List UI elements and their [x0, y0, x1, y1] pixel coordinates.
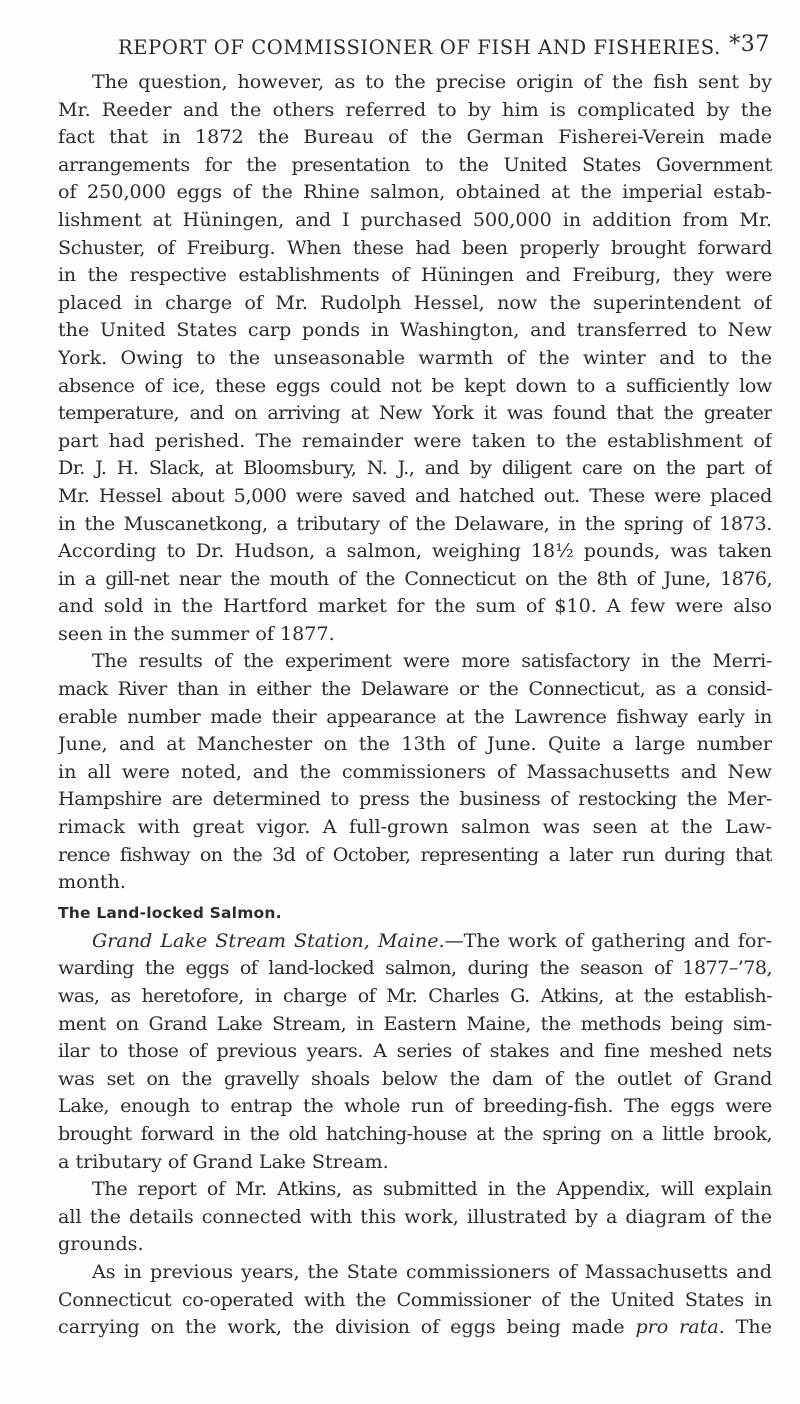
text-line: Hampshire are determined to press the business of restocking the Mer- [58, 787, 772, 811]
paragraph-rhine-salmon-origin [58, 68, 772, 647]
text-line: all the details connected with this work, illustrated by a diagram of the [58, 1204, 772, 1228]
text-line: was set on the gravelly shoals below the dam of the outlet of Grand [58, 1066, 772, 1090]
running-head [118, 32, 778, 59]
text-line: York. Owing to the unseasonable warmth of the winter and to the [58, 345, 772, 369]
text-line: Schuster, of Freiburg. When these had been properly brought forward [58, 235, 772, 259]
text-line: lishment at Hüningen, and I purchased 500,000 in addition from Mr. [58, 207, 772, 231]
text-line: in a gill-net near the mouth of the Connecticut on the 8th of June, 1876, [58, 566, 772, 590]
text-line: month. [58, 870, 126, 894]
text-line: of 250,000 eggs of the Rhine salmon, obtained at the imperial estab- [58, 180, 772, 204]
text-line: Connecticut co-operated with the Commissioner of the United States in [58, 1287, 772, 1311]
text-line: rence fishway on the 3d of October, representing a later run during that [58, 842, 772, 866]
text-line: placed in charge of Mr. Rudolph Hessel, now the superintendent of [58, 290, 772, 314]
text-line [58, 927, 772, 955]
text-line: grounds. [58, 1232, 144, 1256]
section-heading: The Land-locked Salmon. [58, 903, 282, 922]
paragraph-grand-lake-stream [58, 927, 772, 1175]
italic-phrase: pro rata. [635, 1315, 725, 1339]
text-line: June, and at Manchester on the 13th of June. Quite a large number [58, 732, 772, 756]
text-line: seen in the summer of 1877. [58, 621, 335, 645]
text-line: brought forward in the old hatching-house at the spring on a little brook, [58, 1121, 772, 1145]
text-fragment: —The work of gathering and for- [444, 928, 772, 952]
text-line: a tributary of Grand Lake Stream. [58, 1149, 389, 1173]
text-line: According to Dr. Hudson, a salmon, weighing 18½ pounds, was taken [58, 539, 772, 563]
text-line: Mr. Reeder and the others referred to by him is complicated by the [58, 97, 772, 121]
text-line: As in previous years, the State commissioners of Massachusetts and [92, 1259, 772, 1283]
paragraph-state-commissioners [58, 1258, 772, 1341]
text-line: erable number made their appearance at the Lawrence fishway early in [58, 704, 772, 728]
text-line: warding the eggs of land-locked salmon, during the season of 1877–’78, [58, 956, 772, 980]
text-line: The report of Mr. Atkins, as submitted in the Appendix, will explain [92, 1177, 772, 1201]
text-line: in all were noted, and the commissioners of Massachusetts and New [58, 759, 772, 783]
text-line: absence of ice, these eggs could not be kept down to a sufficiently low [58, 373, 772, 397]
text-line: mack River than in either the Delaware or the Connecticut, as a consid- [58, 677, 772, 701]
text-line: rimack with great vigor. A full-grown salmon was seen at the Law- [58, 815, 772, 839]
page-number: *37 [729, 32, 770, 57]
station-name: Grand Lake Stream Station, Maine. [92, 928, 445, 952]
text-line: The results of the experiment were more satisfactory in the Merri- [92, 649, 772, 673]
text-line: The question, however, as to the precise origin of the fish sent by [92, 70, 772, 93]
text-line: Dr. J. H. Slack, at Bloomsbury, N. J., and by diligent care on the part of [58, 456, 772, 480]
text-fragment: The [735, 1315, 772, 1339]
text-line: ilar to those of previous years. A series of stakes and fine meshed nets [58, 1039, 772, 1063]
paragraph-merrimack-results [58, 647, 772, 895]
text-line: and sold in the Hartford market for the sum of $10. A few were also [58, 594, 772, 618]
running-head-title: REPORT OF COMMISSIONER OF FISH AND FISHERIES. [118, 36, 721, 59]
text-line: was, as heretofore, in charge of Mr. Charles G. Atkins, at the establish- [58, 984, 772, 1007]
text-line: in the Muscanetkong, a tributary of the Delaware, in the spring of 1873. [58, 511, 772, 535]
text-line: in the respective establishments of Hüningen and Freiburg, they were [58, 263, 772, 287]
text-fragment: carrying on the work, the division of eggs being made [58, 1315, 625, 1339]
text-line: Lake, enough to entrap the whole run of breeding-fish. The eggs were [58, 1094, 772, 1118]
text-line: arrangements for the presentation to the United States Government [58, 152, 772, 176]
text-line [58, 1313, 772, 1341]
body-text [58, 68, 772, 1341]
text-line: ment on Grand Lake Stream, in Eastern Maine, the methods being sim- [58, 1011, 772, 1035]
text-line: the United States carp ponds in Washington, and transferred to New [58, 318, 772, 342]
text-line: temperature, and on arriving at New York it was found that the greater [58, 401, 772, 425]
text-line: Mr. Hessel about 5,000 were saved and hatched out. These were placed [58, 483, 772, 507]
text-line: part had perished. The remainder were taken to the establishment of [58, 428, 772, 452]
text-line: fact that in 1872 the Bureau of the German Fisherei-Verein made [58, 125, 772, 149]
paragraph-atkins-report [58, 1175, 772, 1258]
